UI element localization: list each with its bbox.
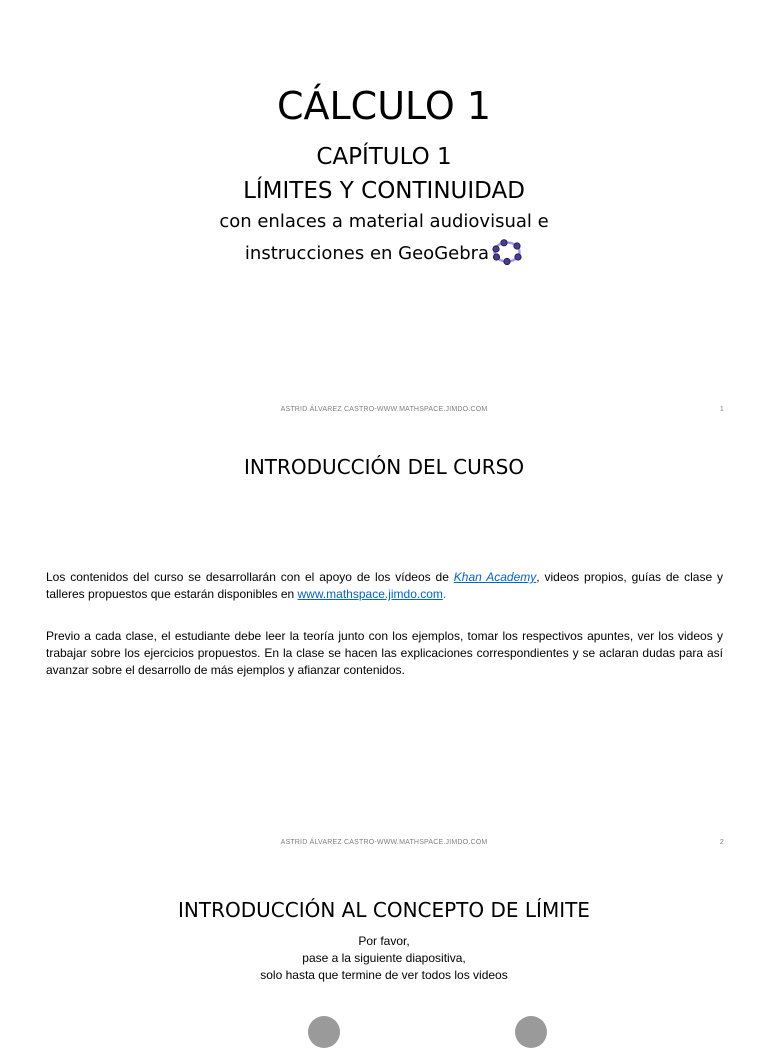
intro-paragraph-1-text-c: . [442,587,447,601]
khan-academy-link[interactable]: Khan Academy [453,570,537,584]
intro-paragraph-2: Previo a cada clase, el estudiante debe leer la teoría junto con los ejemplos, tomar los respectivos apuntes, ver los videos y trabajar sobre los ejercicios propuestos. En la clase se hacen las explicaciones correspondientes y se aclaran dudas para así avanzar sobre el desarrollo de más ejemplos y afianzar contenidos. [46,629,723,677]
instruction-line-3: solo hasta que termine de ver todos los videos [260,968,508,982]
video-play-button-2[interactable] [515,1016,547,1048]
instruction-line-1: Por favor, [358,934,410,948]
slide-1-footer: ASTRID ÁLVAREZ CASTRO-WWW.MATHSPACE.JIMDO.COM [280,406,488,413]
intro-paragraph-1 [46,569,723,603]
video-play-button-1[interactable] [308,1016,340,1048]
mathspace-link[interactable]: www.mathspace.jimdo.com [297,587,443,601]
limit-concept-heading: INTRODUCCIÓN AL CONCEPTO DE LÍMITE [178,898,590,922]
instruction-line-2: pase a la siguiente diapositiva, [302,951,466,965]
chapter-title: LÍMITES Y CONTINUIDAD [243,178,525,204]
slide-2-footer: ASTRID ÁLVAREZ CASTRO-WWW.MATHSPACE.JIMDO.COM [280,839,488,846]
subtitle-line-2-text: instrucciones en GeoGebra [244,243,490,264]
main-title: CÁLCULO 1 [276,84,492,128]
subtitle-line-1: con enlaces a material audiovisual e [219,211,549,232]
intro-heading: INTRODUCCIÓN DEL CURSO [243,455,525,479]
slide-1-page-number: 1 [719,406,724,413]
geogebra-icon [491,239,523,270]
intro-paragraph-1-text-b: , videos propios, guías de clase y talleres propuestos que estarán disponibles en [46,570,724,601]
slide-2-page-number: 2 [719,839,724,846]
chapter-label: CAPÍTULO 1 [316,144,452,170]
subtitle-line-2 [0,239,768,270]
intro-paragraph-1-text-a: Los contenidos del curso se desarrollarán con el apoyo de los vídeos de [46,570,454,584]
